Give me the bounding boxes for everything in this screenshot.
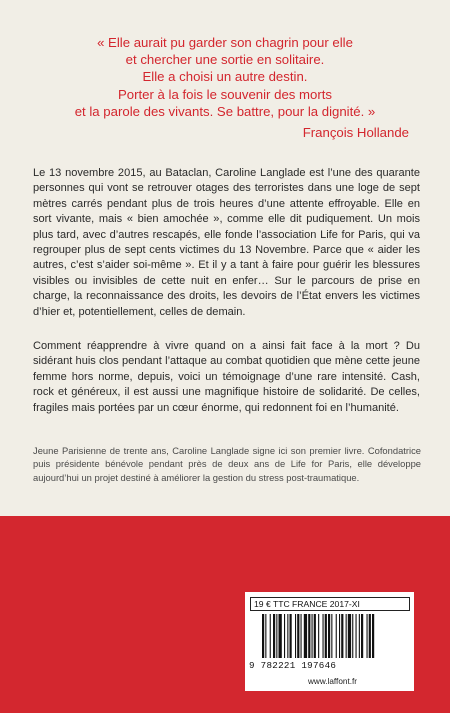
quote-author: François Hollande — [302, 125, 409, 140]
quote — [40, 34, 410, 120]
barcode-number: 9 782221 197646 — [249, 660, 337, 671]
quote-line: et chercher une sortie en solitaire. — [125, 52, 325, 68]
price-label: 19 € TTC FRANCE 2017-XI — [250, 597, 410, 611]
author-bio: Jeune Parisienne de trente ans, Caroline Langlade signe ici son premier livre. Cofondatrice puis présidente bénévole pendant près de deux ans de Life for Paris, elle développe aujourd’hui un projet destiné à améliorer la gestion du stress post-traumatique. — [33, 445, 421, 483]
summary-paragraph-1: Le 13 novembre 2015, au Bataclan, Caroline Langlade est l’une des quarante personnes qui vont se retrouver otages des terroristes dans une loge de sept mètres carrés pendant plus de trois heures d’une attente effroyable. Elle en sort vivante, mais « bien amochée », comme elle dit pudiquement. Un mois plus tard, avec d’autres rescapés, elle fonde l’association Life for Paris, qui va regrouper plus de sept cents victimes du 13 Novembre. Parce que « aider les autres, c’est s’aider soi-même ». Et il y a tant à faire pour guérir les blessures visibles ou invisibles de cette nuit en enfer… Sur le parcours de prise en charge, la reconnaissance des droits, les devoirs de l’État envers les victimes d’hier et, potentiellement, celles de demain. — [33, 167, 420, 318]
quote-line: Elle a choisi un autre destin. — [142, 69, 308, 85]
publisher-url: www.laffont.fr — [308, 677, 357, 686]
quote-line: « Elle aurait pu garder son chagrin pour elle — [97, 35, 353, 50]
quote-line: et la parole des vivants. Se battre, pour la dignité. » — [74, 103, 376, 119]
summary-paragraph-2: Comment réapprendre à vivre quand on a ainsi fait face à la mort ? Du sidérant huis clos pendant l’attaque au combat quotidien que mène cette jeune femme hors norme, depuis, voici un témoignage d’une rare intensité. Cash, rock et généreux, il est aussi une magnifique histoire de solidarité. De celles, fragiles mais portées par un cœur énorme, qui redonnent foi en l’humanité. — [33, 340, 420, 414]
quote-line: Porter à la fois le souvenir des morts — [117, 86, 333, 102]
